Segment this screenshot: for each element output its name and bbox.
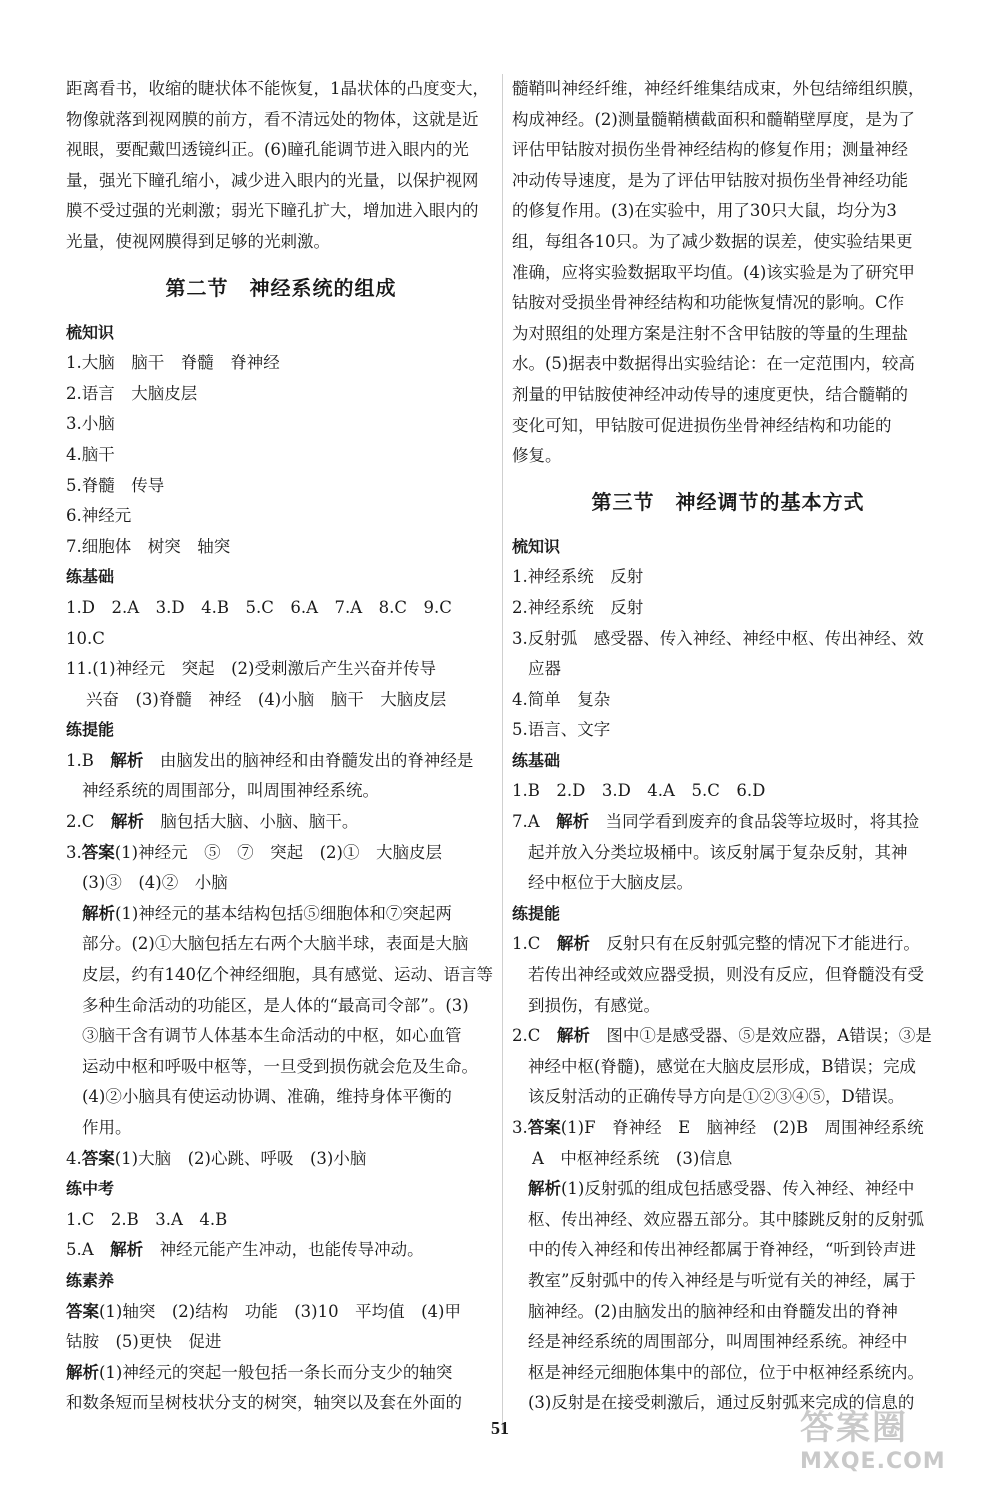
text-line: 3.小脑 bbox=[66, 414, 115, 434]
text-line: 该反射活动的正确传导方向是①②③④⑤，D错误。 bbox=[528, 1087, 905, 1107]
text-line: 钴胺 (5)更快 促进 bbox=[66, 1332, 222, 1352]
item-number: 2.C bbox=[512, 1026, 557, 1046]
text-line: 运动中枢和呼吸中枢等，一旦受到损伤就会危及生命。 bbox=[82, 1056, 478, 1076]
text-line: 膜不受过强的光刺激；弱光下瞳孔扩大，增加进入眼内的 bbox=[66, 201, 479, 221]
text-line: 物像就落到视网膜的前方，看不清远处的物体，这就是近 bbox=[66, 109, 479, 129]
item-number: 7.A bbox=[512, 812, 557, 832]
subheading: 练基础 bbox=[66, 567, 115, 587]
subheading: 练提能 bbox=[512, 903, 561, 923]
line-text: (1)大脑 (2)心跳、呼吸 (3)小脑 bbox=[114, 1148, 367, 1168]
line-text: 由脑发出的脑神经和由脊髓发出的脊神经是 bbox=[143, 750, 474, 770]
text-line bbox=[66, 1358, 496, 1389]
text-line: 应器 bbox=[528, 659, 561, 679]
text-line bbox=[512, 1021, 944, 1052]
text-line: 1.神经系统 反射 bbox=[512, 567, 644, 587]
text-line: 教室”反射弧中的传入神经是与听觉有关的神经，属于 bbox=[528, 1270, 916, 1290]
answer-label: 解析 bbox=[556, 812, 590, 832]
subheading: 练中考 bbox=[66, 1179, 115, 1199]
answer-label: 解析 bbox=[110, 812, 144, 832]
item-number: 5.A bbox=[66, 1240, 111, 1260]
item-number: 3. bbox=[66, 842, 82, 862]
text-line bbox=[512, 929, 944, 960]
item-number: 3. bbox=[512, 1118, 528, 1137]
line-text: 反射只有在反射弧完整的情况下才能进行。 bbox=[589, 934, 920, 954]
text-line bbox=[66, 1235, 496, 1266]
answer-label: 解析 bbox=[556, 1026, 590, 1046]
line-text: (1)神经元 ⑤ ⑦ 突起 (2)① 大脑皮层 bbox=[114, 842, 442, 862]
text-line: 起并放入分类垃圾桶中。该反射属于复杂反射，其神 bbox=[528, 842, 908, 862]
text-line: 量，强光下瞳孔缩小，减少进入眼内的光量，以保护视网 bbox=[66, 170, 479, 190]
text-line: 多种生命活动的功能区，是人体的“最高司令部”。(3) bbox=[82, 995, 469, 1015]
line-text: (1)神经元的突起一般包括一条长而分支少的轴突 bbox=[99, 1362, 453, 1382]
text-line: 若传出神经或效应器受损，则没有反应，但脊髓没有受 bbox=[528, 965, 924, 985]
text-line: 4.简单 复杂 bbox=[512, 689, 611, 709]
watermark-logo bbox=[800, 1400, 990, 1490]
text-line bbox=[512, 807, 944, 838]
text-line: 为对照组的处理方案是注射不含甲钴胺的等量的生理盐 bbox=[512, 323, 908, 343]
text-line: 钴胺对受损坐骨神经结构和功能恢复情况的影响。C作 bbox=[512, 293, 905, 313]
text-line: 2.神经系统 反射 bbox=[512, 597, 644, 617]
text-line: 视眼，要配戴凹透镜纠正。(6)瞳孔能调节进入眼内的光 bbox=[66, 140, 469, 160]
line-text: (1)轴突 (2)结构 功能 (3)10 平均值 (4)甲 bbox=[99, 1301, 461, 1321]
answer-label: 解析 bbox=[66, 1362, 99, 1382]
text-line: ③脑干含有调节人体基本生命活动的中枢，如心血管 bbox=[82, 1026, 462, 1046]
section-title: 第三节 神经调节的基本方式 bbox=[591, 489, 865, 514]
text-line bbox=[66, 746, 496, 777]
subheading: 梳知识 bbox=[66, 322, 115, 342]
subheading: 练基础 bbox=[512, 750, 561, 770]
text-line: 组，每组各10只。为了减少数据的误差，使实验结果更 bbox=[512, 231, 913, 251]
subheading: 练提能 bbox=[66, 720, 115, 740]
text-line: 作用。 bbox=[82, 1118, 132, 1137]
text-line: 1.D 2.A 3.D 4.B 5.C 6.A 7.A 8.C 9.C bbox=[66, 597, 452, 617]
answer-label: 解析 bbox=[82, 903, 115, 923]
text-line: 评估甲钴胺对损伤坐骨神经结构的修复作用；测量神经 bbox=[512, 140, 908, 160]
text-line: 11.(1)神经元 突起 (2)受刺激后产生兴奋并传导 bbox=[66, 659, 436, 679]
text-line: 剂量的甲钴胺使神经冲动传导的速度更快，结合髓鞘的 bbox=[512, 384, 908, 404]
text-line: 准确，应将实验数据取平均值。(4)该实验是为了研究甲 bbox=[512, 262, 915, 282]
answer-label: 答案 bbox=[527, 1118, 561, 1137]
text-line: 构成神经。(2)测量髓鞘横截面积和髓鞘壁厚度，是为了 bbox=[512, 109, 915, 129]
watermark-text-bottom: MXQE.COM bbox=[800, 1449, 946, 1474]
text-line: (3)反射是在接受刺激后，通过反射弧来完成的信息的 bbox=[528, 1393, 915, 1413]
text-line: 到损伤，有感觉。 bbox=[528, 995, 660, 1015]
text-line: 1.大脑 脑干 脊髓 脊神经 bbox=[66, 353, 280, 373]
text-line: A 中枢神经系统 (3)信息 bbox=[532, 1148, 733, 1168]
answer-label: 解析 bbox=[110, 750, 144, 770]
page-number: 51 bbox=[491, 1418, 509, 1438]
text-line: 3.反射弧 感受器、传入神经、神经中枢、传出神经、效 bbox=[512, 628, 924, 648]
text-line: 的修复作用。(3)在实验中，用了30只大鼠，均分为3 bbox=[512, 201, 897, 221]
text-line: 神经中枢(脊髓)，感觉在大脑皮层形成，B错误；完成 bbox=[528, 1056, 916, 1076]
text-line: 兴奋 (3)脊髓 神经 (4)小脑 脑干 大脑皮层 bbox=[86, 689, 447, 709]
text-line: 中的传入神经和传出神经都属于脊神经，“听到铃声进 bbox=[528, 1240, 916, 1260]
subheading: 梳知识 bbox=[512, 536, 561, 556]
text-line bbox=[66, 1297, 496, 1328]
item-number: 1.C bbox=[512, 934, 557, 954]
right-column bbox=[512, 74, 944, 1419]
text-line: 神经系统的周围部分，叫周围神经系统。 bbox=[82, 781, 379, 801]
text-line: 光量，使视网膜得到足够的光刺激。 bbox=[66, 231, 330, 251]
text-line bbox=[66, 838, 496, 869]
section-title: 第二节 神经系统的组成 bbox=[165, 275, 397, 300]
left-column bbox=[66, 74, 496, 1419]
item-number: 1.B bbox=[66, 750, 111, 770]
text-line: (4)②小脑具有使运动协调、准确，维持身体平衡的 bbox=[82, 1087, 452, 1107]
text-line: 4.脑干 bbox=[66, 444, 115, 464]
text-line: (3)③ (4)② 小脑 bbox=[82, 873, 228, 893]
text-line: 变化可知，甲钴胺可促进损伤坐骨神经结构和功能的 bbox=[512, 415, 892, 435]
text-line: 10.C bbox=[66, 628, 105, 648]
text-line: 经是神经系统的周围部分，叫周围神经系统。神经中 bbox=[528, 1332, 908, 1352]
answer-label: 解析 bbox=[528, 1179, 561, 1199]
item-number: 4. bbox=[66, 1148, 82, 1168]
line-text: (1)神经元的基本结构包括⑤细胞体和⑦突起两 bbox=[115, 903, 452, 923]
text-line: 距离看书，收缩的睫状体不能恢复，1晶状体的凸度变大， bbox=[66, 79, 489, 98]
answer-label: 解析 bbox=[110, 1240, 144, 1260]
text-line bbox=[512, 1174, 944, 1205]
line-text: 当同学看到废弃的食品袋等垃圾时，将其捡 bbox=[589, 812, 920, 832]
text-line: 枢是神经元细胞体集中的部位，位于中枢神经系统内。 bbox=[528, 1362, 924, 1382]
text-line: 1.C 2.B 3.A 4.B bbox=[66, 1209, 228, 1229]
text-line bbox=[66, 1144, 496, 1175]
line-text: (1)反射弧的组成包括感受器、传入神经、神经中 bbox=[561, 1179, 915, 1199]
text-line: 1.B 2.D 3.D 4.A 5.C 6.D bbox=[512, 781, 766, 801]
text-line: 脑神经。(2)由脑发出的脑神经和由脊髓发出的脊神 bbox=[528, 1301, 898, 1321]
item-number: 2.C bbox=[66, 812, 111, 832]
text-line: 和数条短而呈树枝状分支的树突，轴突以及套在外面的 bbox=[66, 1393, 462, 1413]
text-line: 修复。 bbox=[512, 446, 562, 466]
watermark-text-top: 答案圈 bbox=[800, 1408, 908, 1448]
answer-label: 答案 bbox=[81, 842, 115, 862]
text-line: 6.神经元 bbox=[66, 506, 132, 526]
text-line: 水。(5)据表中数据得出实验结论：在一定范围内，较高 bbox=[512, 354, 915, 374]
line-text: (1)F 脊神经 E 脑神经 (2)B 周围神经系统 bbox=[560, 1118, 924, 1137]
text-line: 髓鞘叫神经纤维，神经纤维集结成束，外包结缔组织膜， bbox=[512, 79, 925, 98]
text-line: 枢、传出神经、效应器五部分。其中膝跳反射的反射弧 bbox=[528, 1209, 924, 1229]
answer-label: 答案 bbox=[81, 1148, 115, 1168]
answer-label: 解析 bbox=[556, 934, 590, 954]
text-line bbox=[66, 807, 496, 838]
text-line: 皮层，约有140亿个神经细胞，具有感觉、运动、语言等 bbox=[82, 965, 493, 985]
subheading: 练素养 bbox=[66, 1270, 115, 1290]
text-line: 5.语言、文字 bbox=[512, 720, 611, 740]
line-text: 脑包括大脑、小脑、脑干。 bbox=[143, 812, 359, 832]
answer-label: 答案 bbox=[66, 1301, 99, 1321]
column-divider bbox=[502, 74, 503, 1430]
text-line: 2.语言 大脑皮层 bbox=[66, 383, 198, 403]
line-text: 神经元能产生冲动，也能传导冲动。 bbox=[143, 1240, 424, 1260]
text-line: 经中枢位于大脑皮层。 bbox=[528, 873, 693, 893]
text-line: 冲动传导速度，是为了评估甲钴胺对损伤坐骨神经功能 bbox=[512, 170, 908, 190]
text-line: 部分。(2)①大脑包括左右两个大脑半球，表面是大脑 bbox=[82, 934, 469, 954]
text-line bbox=[512, 1113, 944, 1144]
text-line: 5.脊髓 传导 bbox=[66, 475, 165, 495]
text-line: 7.细胞体 树突 轴突 bbox=[66, 536, 231, 556]
text-line bbox=[66, 899, 496, 930]
line-text: 图中①是感受器、⑤是效应器，A错误；③是 bbox=[589, 1026, 932, 1046]
